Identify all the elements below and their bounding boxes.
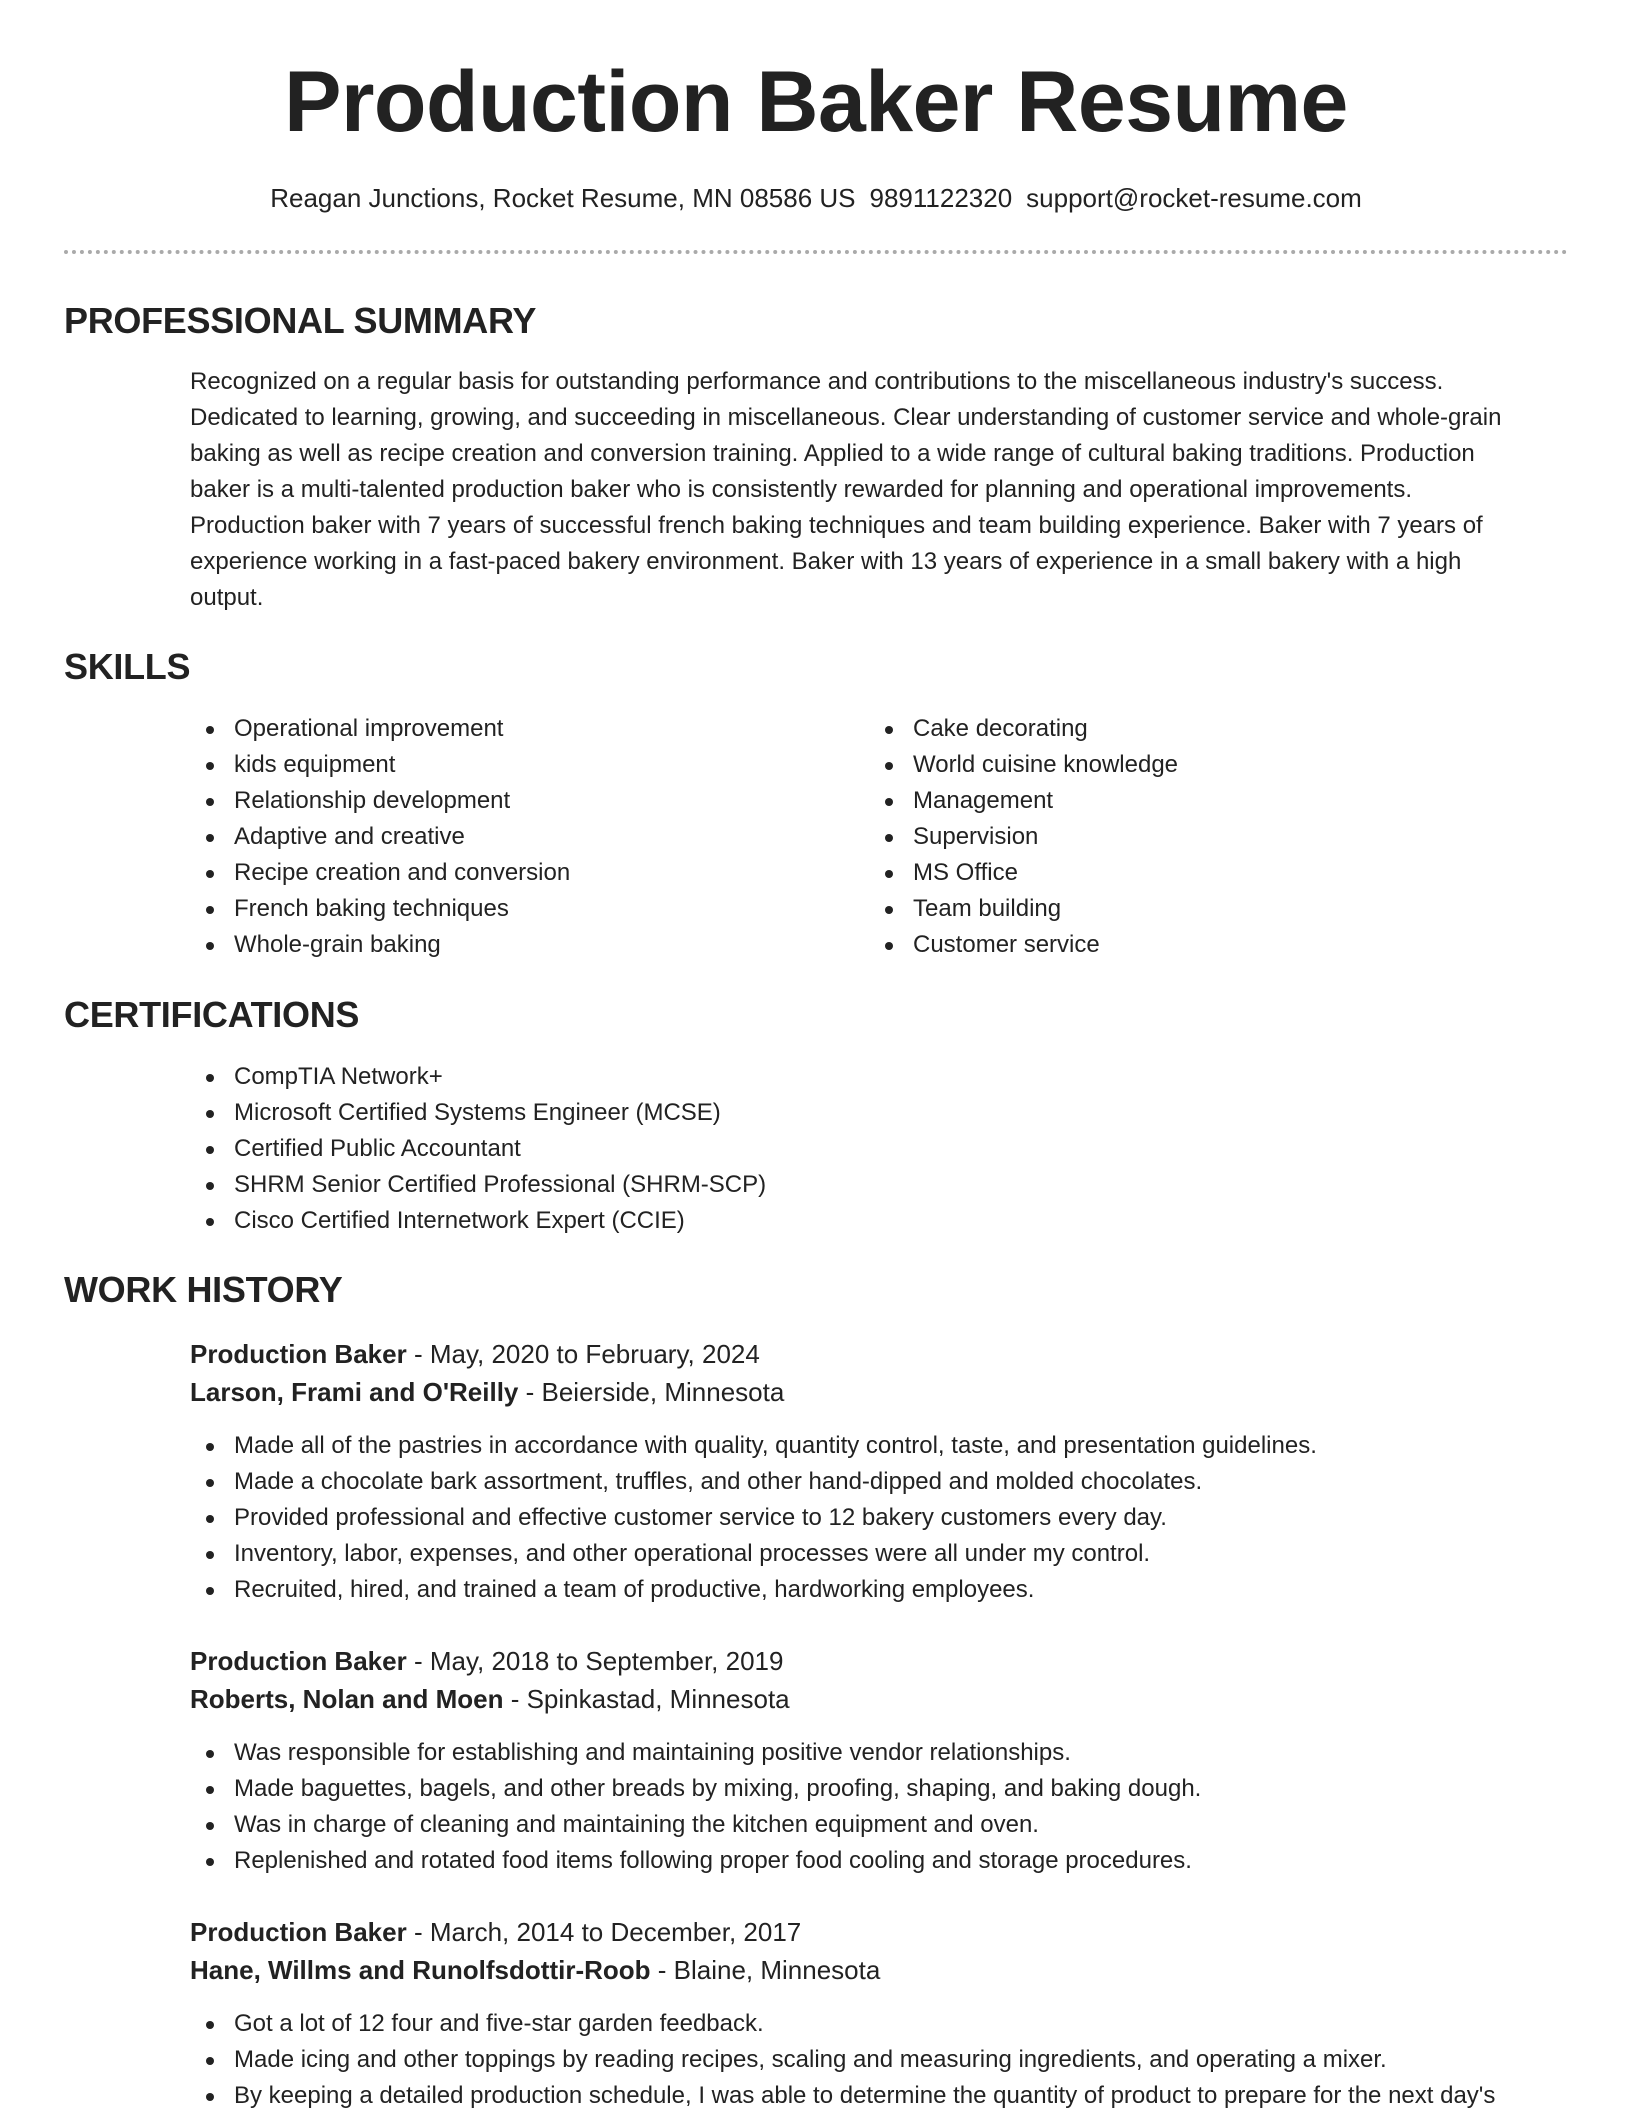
summary-heading: PROFESSIONAL SUMMARY xyxy=(64,300,537,341)
skill-item: World cuisine knowledge xyxy=(869,747,1178,783)
job-bullet: Replenished and rotated food items following proper food cooling and storage procedures. xyxy=(190,1843,1201,1879)
contact-phone: 9891122320 xyxy=(869,183,1013,213)
job-bullet: Made baguettes, bagels, and other breads by mixing, proofing, shaping, and baking dough. xyxy=(190,1771,1201,1807)
job-bullet: Made a chocolate bark assortment, truffles, and other hand-dipped and molded chocolates. xyxy=(190,1464,1317,1500)
skills-list-right xyxy=(869,711,1178,963)
job-title-line xyxy=(190,1642,783,1680)
job-company-line xyxy=(190,1951,880,1989)
summary-line: Recognized on a regular basis for outstanding performance and contributions to the miscellaneous industry's success. xyxy=(190,368,1444,395)
job-bullet: Made all of the pastries in accordance with quality, quantity control, taste, and presentation guidelines. xyxy=(190,1428,1317,1464)
job-bullets xyxy=(190,2006,1495,2112)
job-dates: - May, 2018 to September, 2019 xyxy=(406,1646,784,1676)
summary-line: experience working in a fast-paced bakery environment. Baker with 13 years of experience in a small bakery with a high xyxy=(190,548,1462,575)
job-dates: - March, 2014 to December, 2017 xyxy=(406,1917,802,1947)
summary-line: baking as well as recipe creation and conversion training. Applied to a wide range of cultural baking traditions. Production xyxy=(190,440,1475,467)
skill-item: Management xyxy=(869,783,1178,819)
job-company-line xyxy=(190,1680,790,1718)
summary-line: Production baker with 7 years of successful french baking techniques and team building experience. Baker with 7 years of xyxy=(190,512,1483,539)
contact-email: support@rocket-resume.com xyxy=(1026,183,1362,213)
job-title-line xyxy=(190,1335,760,1373)
job-bullet: Provided professional and effective customer service to 12 bakery customers every day. xyxy=(190,1500,1317,1536)
work-history-heading: WORK HISTORY xyxy=(64,1269,343,1310)
certification-item: CompTIA Network+ xyxy=(190,1059,766,1095)
job-company: Larson, Frami and O'Reilly xyxy=(190,1377,519,1407)
certification-item: Microsoft Certified Systems Engineer (MCSE) xyxy=(190,1095,766,1131)
job-role: Production Baker xyxy=(190,1339,407,1369)
certifications-list xyxy=(190,1059,766,1239)
skill-item: Supervision xyxy=(869,819,1178,855)
skill-item: Recipe creation and conversion xyxy=(190,855,570,891)
job-role: Production Baker xyxy=(190,1917,407,1947)
job-dates: - May, 2020 to February, 2024 xyxy=(406,1339,760,1369)
skill-item: Cake decorating xyxy=(869,711,1178,747)
job-location: - Beierside, Minnesota xyxy=(518,1377,785,1407)
skill-item: Team building xyxy=(869,891,1178,927)
job-company: Hane, Willms and Runolfsdottir-Roob xyxy=(190,1955,651,1985)
contact-line xyxy=(0,180,1632,216)
skill-item: Whole-grain baking xyxy=(190,927,570,963)
job-bullet: Was responsible for establishing and maintaining positive vendor relationships. xyxy=(190,1735,1201,1771)
summary-line: Dedicated to learning, growing, and succeeding in miscellaneous. Clear understanding of customer service and whole-grain xyxy=(190,404,1502,431)
summary-line: baker is a multi-talented production baker who is consistently rewarded for planning and operational improvements. xyxy=(190,476,1412,503)
certifications-heading: CERTIFICATIONS xyxy=(64,994,360,1035)
skills-list-left xyxy=(190,711,570,963)
skill-item: kids equipment xyxy=(190,747,570,783)
job-location: - Spinkastad, Minnesota xyxy=(503,1684,790,1714)
job-location: - Blaine, Minnesota xyxy=(650,1955,881,1985)
job-bullet: Inventory, labor, expenses, and other operational processes were all under my control. xyxy=(190,1536,1317,1572)
contact-address: Reagan Junctions, Rocket Resume, MN 08586 US xyxy=(270,183,856,213)
skill-item: Customer service xyxy=(869,927,1178,963)
job-title-line xyxy=(190,1913,801,1951)
job-role: Production Baker xyxy=(190,1646,407,1676)
job-company-line xyxy=(190,1373,784,1411)
summary-text xyxy=(190,364,1550,616)
certification-item: Cisco Certified Internetwork Expert (CCIE) xyxy=(190,1203,766,1239)
skills-heading: SKILLS xyxy=(64,646,191,687)
resume-title: Production Baker Resume xyxy=(284,54,1348,150)
header-divider xyxy=(64,250,1568,254)
job-bullets xyxy=(190,1428,1317,1608)
job-bullet: By keeping a detailed production schedule, I was able to determine the quantity of product to prepare for the next day's xyxy=(190,2078,1495,2112)
job-bullet: Made icing and other toppings by reading recipes, scaling and measuring ingredients, and operating a mixer. xyxy=(190,2042,1495,2078)
job-bullet: Was in charge of cleaning and maintaining the kitchen equipment and oven. xyxy=(190,1807,1201,1843)
certification-item: Certified Public Accountant xyxy=(190,1131,766,1167)
skill-item: Operational improvement xyxy=(190,711,570,747)
job-bullet: Got a lot of 12 four and five-star garden feedback. xyxy=(190,2006,1495,2042)
skill-item: MS Office xyxy=(869,855,1178,891)
job-bullets xyxy=(190,1735,1201,1879)
skill-item: French baking techniques xyxy=(190,891,570,927)
job-bullet: Recruited, hired, and trained a team of productive, hardworking employees. xyxy=(190,1572,1317,1608)
skill-item: Adaptive and creative xyxy=(190,819,570,855)
job-company: Roberts, Nolan and Moen xyxy=(190,1684,504,1714)
summary-line: output. xyxy=(190,584,264,611)
certification-item: SHRM Senior Certified Professional (SHRM-SCP) xyxy=(190,1167,766,1203)
skill-item: Relationship development xyxy=(190,783,570,819)
